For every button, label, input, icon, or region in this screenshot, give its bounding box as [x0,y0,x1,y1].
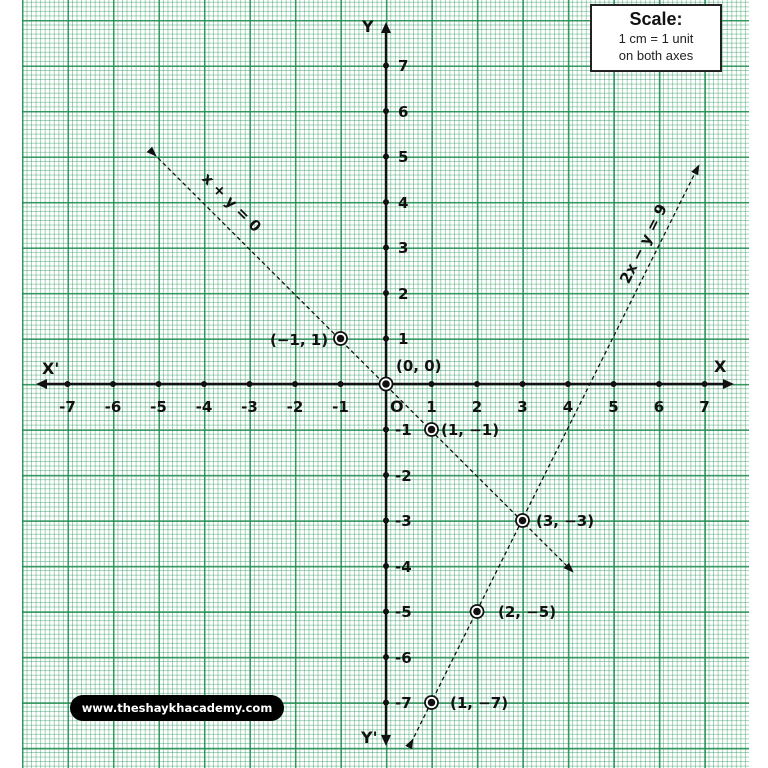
svg-text:3: 3 [517,398,528,416]
svg-text:7: 7 [699,398,710,416]
x-axis-label: X [714,357,727,376]
svg-text:-1: -1 [395,421,412,439]
x-neg-axis-label: X' [42,359,60,378]
line-2x-minus-y-eq-9 [411,169,697,743]
x-axis-right-arrow-icon [723,379,734,389]
y-neg-axis-label: Y' [361,728,378,747]
svg-text:-4: -4 [195,398,213,416]
svg-text:-7: -7 [395,694,412,712]
svg-text:1: 1 [398,330,409,348]
svg-text:3: 3 [398,239,409,257]
point-1-neg1 [425,423,438,436]
svg-text:6: 6 [398,103,409,121]
svg-text:1: 1 [426,398,437,416]
svg-text:-5: -5 [150,398,167,416]
scale-line-1: 1 cm = 1 unit [618,31,694,46]
line-label-x-plus-y-eq-0: x + y = 0 [198,169,265,236]
line-x-plus-y-eq-0 [153,153,570,569]
origin-label: O [390,397,404,416]
svg-text:-2: -2 [395,467,412,485]
svg-text:-6: -6 [104,398,122,416]
point-2-neg5 [471,605,484,618]
svg-text:2: 2 [471,398,483,416]
svg-text:7: 7 [398,57,409,75]
scale-title: Scale: [629,9,683,29]
scale-box [590,4,722,72]
point-label-neg1-1: (−1, 1) [270,331,329,349]
point-label-1-neg1: (1, −1) [441,421,500,439]
svg-text:-4: -4 [395,558,412,576]
point-label-0-0: (0, 0) [396,357,442,375]
svg-text:-5: -5 [395,603,412,621]
svg-text:-7: -7 [59,398,76,416]
plotted-points [334,332,529,709]
x-axis-left-arrow-icon [36,379,47,389]
point-label-3-neg3: (3, −3) [536,512,595,530]
y-axis-up-arrow-icon [381,22,391,33]
point-1-neg7 [425,696,438,709]
scale-line-2: on both axes [618,48,694,63]
website-badge: www.theshaykhacademy.com [70,695,284,721]
svg-text:-2: -2 [286,398,304,416]
y-axis-down-arrow-icon [381,735,391,746]
y-axis-label: Y [362,17,374,36]
point-0-0 [380,378,393,391]
svg-text:-3: -3 [241,398,258,416]
svg-text:6: 6 [653,398,665,416]
point-3-neg3 [516,514,529,527]
svg-text:4: 4 [398,194,409,212]
svg-text:-1: -1 [332,398,349,416]
x-tick-labels [59,398,710,416]
svg-text:-6: -6 [395,649,412,667]
line-label-2x-minus-y-eq-9: 2x − y = 9 [616,201,671,287]
svg-text:4: 4 [562,398,574,416]
svg-text:-3: -3 [395,512,412,530]
point-label-2-neg5: (2, −5) [498,603,557,621]
point-label-1-neg7: (1, −7) [450,694,509,712]
svg-text:2: 2 [398,285,409,303]
svg-text:5: 5 [608,398,619,416]
point-neg1-1 [334,332,347,345]
svg-text:5: 5 [398,148,409,166]
